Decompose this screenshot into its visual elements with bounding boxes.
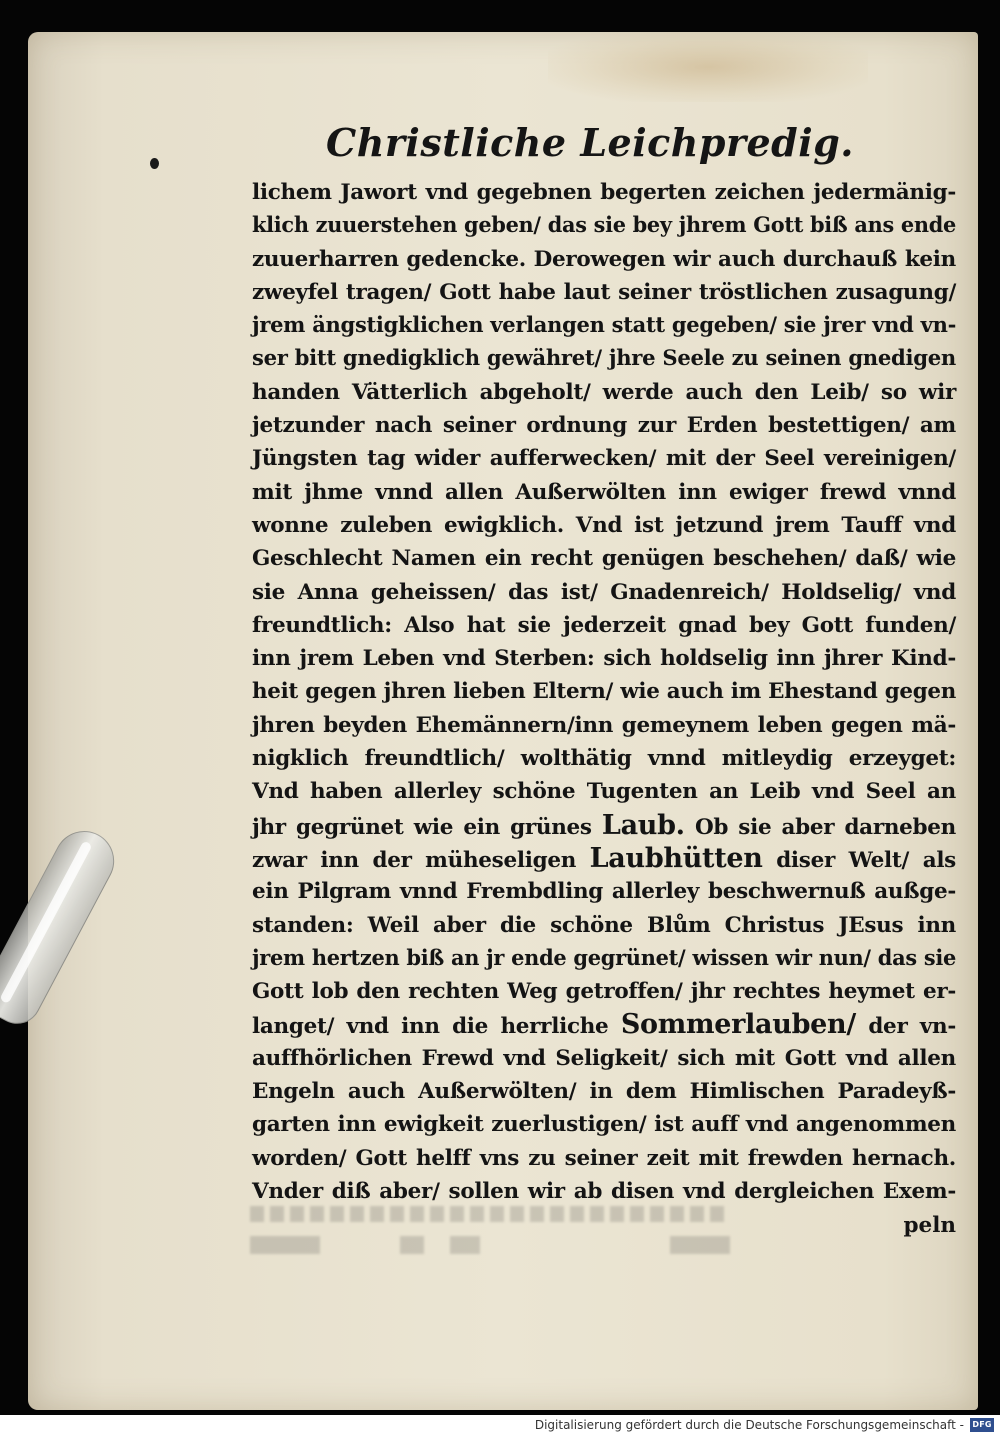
text-run: diser Welt/ als — [776, 847, 956, 873]
text-line: Engeln auch Außerwölten/ in dem Himlischen Paradeyß- — [252, 1079, 956, 1105]
text-line: worden/ Gott helff vns zu seiner zeit mit frewden hernach. — [252, 1145, 956, 1171]
text-run: jhr gegrünet wie ein grünes — [252, 814, 592, 840]
text-line: sie Anna geheissen/ das ist/ Gnadenreich/ Holdselig/ vnd — [252, 579, 956, 605]
running-head: Christliche Leichpredig. — [326, 120, 854, 165]
text-line: heit gegen jhren lieben Eltern/ wie auch im Ehestand gegen — [252, 679, 957, 705]
text-line: ein Pilgram vnnd Frembdling allerley beschwernuß außge- — [252, 879, 956, 905]
text-line: lichem Jawort vnd gegebnen begerten zeichen jedermänig- — [252, 180, 956, 205]
text-line: jetzunder nach seiner ordnung zur Erden bestettigen/ am — [252, 413, 956, 439]
text-line: freundtlich: Also hat sie jederzeit gnad bey Gott funden/ — [252, 612, 956, 638]
text-line-emphasis — [252, 1008, 956, 1041]
text-line: Vnder diß aber/ sollen wir ab disen vnd dergleichen Exem- — [252, 1178, 956, 1204]
text-line: klich zuuerstehen geben/ das sie bey jhrem Gott biß ans ende — [252, 213, 957, 239]
footer-bar — [0, 1415, 1000, 1435]
text-line: Vnd haben allerley schöne Tugenten an Leib vnd Seel an — [252, 779, 956, 805]
emphasis-word: Laubhütten — [589, 842, 763, 874]
dfg-logo[interactable]: DFG — [970, 1418, 994, 1432]
text-run: langet/ vnd inn die herrliche — [252, 1014, 609, 1040]
text-line: inn jrem Leben vnd Sterben: sich holdselig inn jhrer Kind- — [252, 646, 956, 672]
catchword: peln — [903, 1213, 956, 1239]
text-line: zuuerharren gedencke. Derowegen wir auch durchauß kein — [252, 246, 956, 272]
text-line: ser bitt gnedigklich gewähret/ jhre Seele zu seinen gnedigen — [252, 346, 956, 372]
text-line: Geschlecht Namen ein recht genügen beschehen/ daß/ wie — [252, 546, 956, 572]
text-line: jhren beyden Ehemännern/inn gemeynem leben gegen mä- — [252, 712, 956, 738]
text-line: mit jhme vnnd allen Außerwölten inn ewiger frewd vnnd — [252, 479, 956, 505]
text-line: handen Vätterlich abgeholt/ werde auch den Leib/ so wir — [252, 379, 956, 405]
text-line: garten inn ewigkeit zuerlustigen/ ist auff vnd angenommen — [252, 1112, 956, 1138]
text-run: der vn- — [868, 1014, 957, 1040]
text-line-emphasis — [252, 809, 956, 842]
text-line: jrem hertzen biß an jr ende gegrünet/ wissen wir nun/ das sie — [252, 945, 957, 971]
show-through-text — [250, 1200, 730, 1260]
emphasis-word: Laub. — [601, 809, 685, 841]
text-line-emphasis — [252, 842, 956, 875]
text-line: wonne zuleben ewigklich. Vnd ist jetzund jrem Tauff vnd — [252, 512, 956, 538]
text-line: Gott lob den rechten Weg getroffen/ jhr rechtes heymet er- — [252, 979, 956, 1005]
body-text — [252, 176, 956, 1244]
text-run: Ob sie aber darneben — [694, 814, 956, 840]
text-line: standen: Weil aber die schöne Blům Christus JEsus inn — [252, 912, 956, 938]
text-line: auffhörlichen Frewd vnd Seligkeit/ sich mit Gott vnd allen — [252, 1045, 956, 1071]
funding-credit: Digitalisierung gefördert durch die Deutsche Forschungsgemeinschaft - — [534, 1418, 964, 1432]
text-line: nigklich freundtlich/ wolthätig vnnd mitleydig erzeyget: — [252, 746, 956, 772]
text-line: jrem ängstigklichen verlangen statt gegeben/ sie jrer vnd vn- — [252, 313, 957, 339]
text-run: zwar inn der müheseligen — [252, 847, 577, 873]
water-stain — [548, 32, 868, 102]
text-line: Jüngsten tag wider aufferwecken/ mit der Seel vereinigen/ — [252, 446, 956, 472]
emphasis-word: Sommerlauben/ — [620, 1009, 856, 1041]
text-line: zweyfel tragen/ Gott habe laut seiner tröstlichen zusagung/ — [252, 279, 956, 305]
